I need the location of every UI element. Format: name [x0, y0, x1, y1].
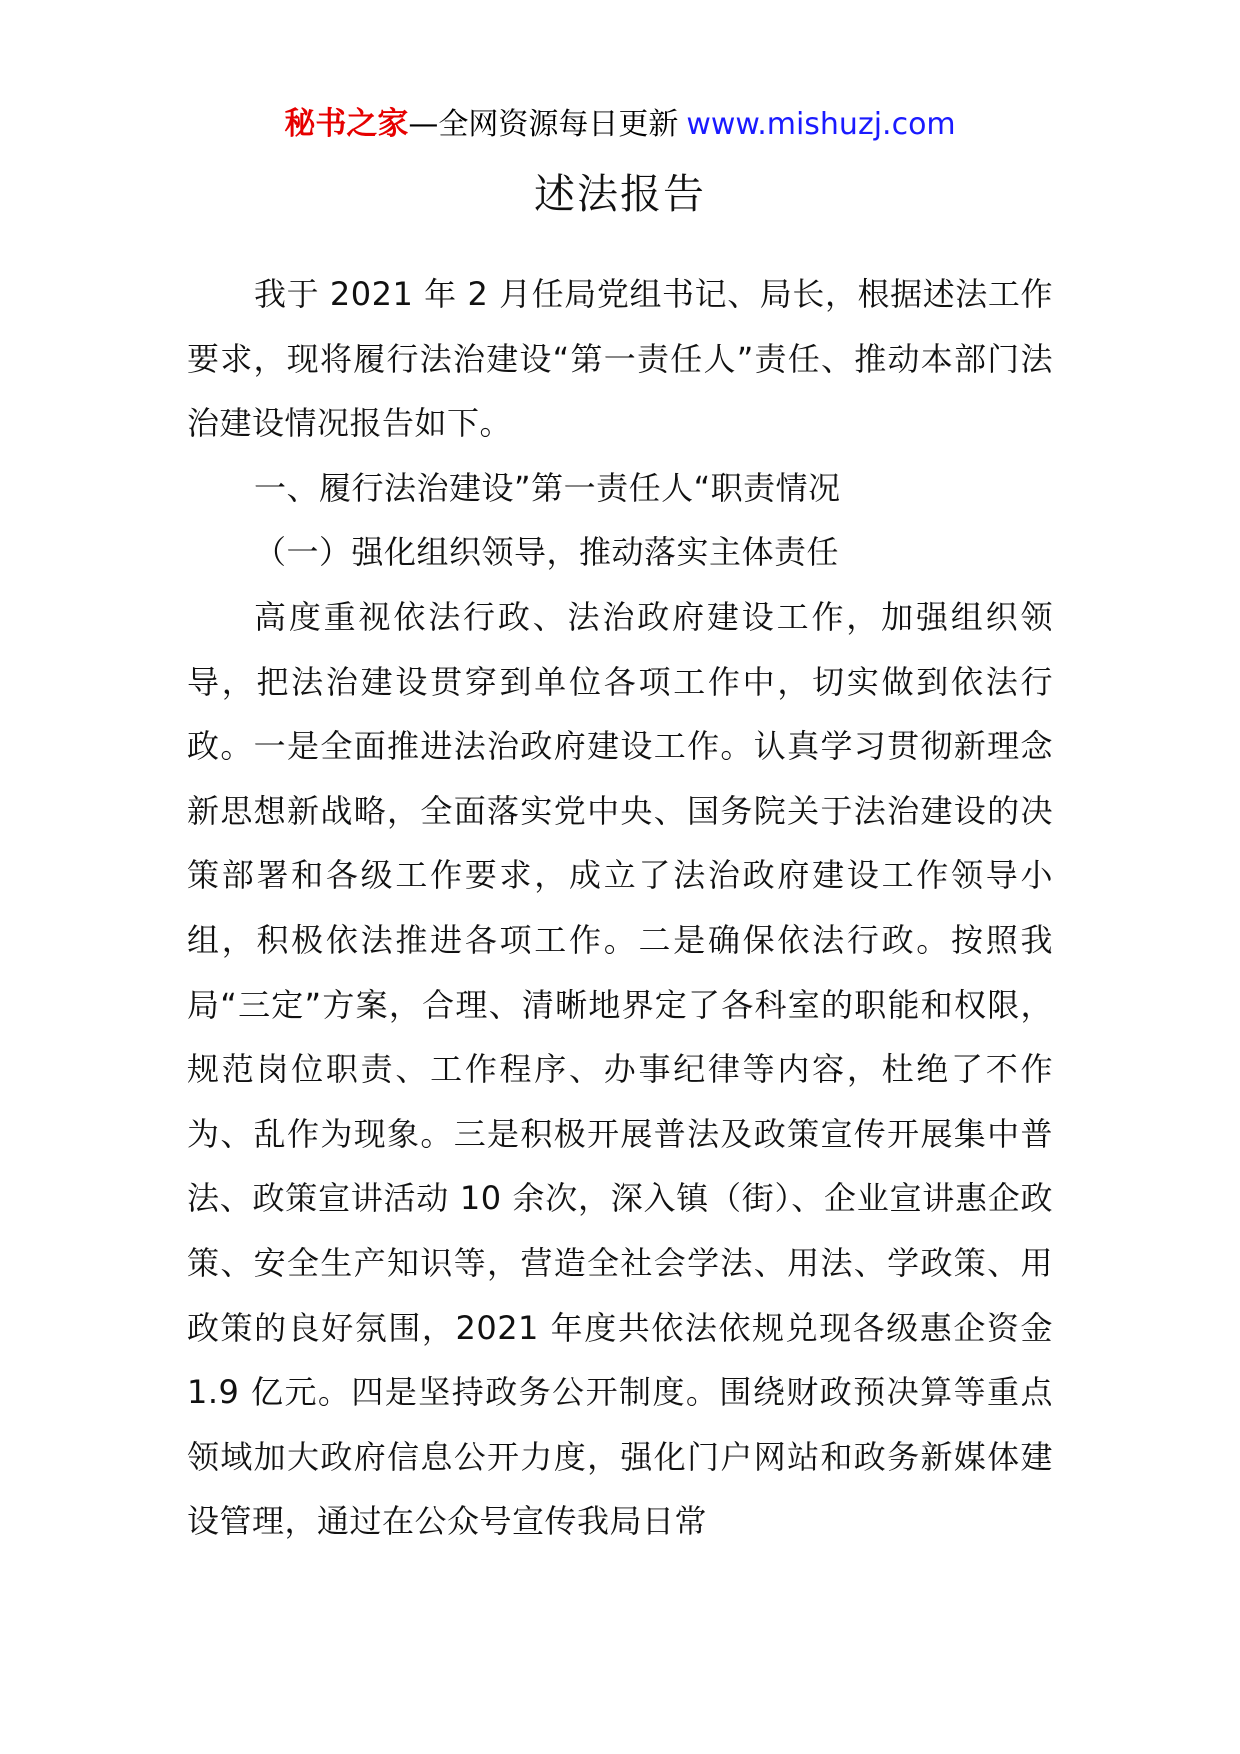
brand-name: 秘书之家 [284, 106, 409, 142]
header-slogan: —全网资源每日更新 [408, 107, 679, 142]
document-title: 述法报告 [534, 170, 706, 218]
subsection-heading: （一）强化组织领导，推动落实主体责任 [254, 533, 840, 572]
site-header [0, 102, 1240, 147]
body-paragraph: 高度重视依法行政、法治政府建设工作，加强组织领导，把法治建设贯穿到单位各项工作中，切实做到依法行政。一是全面推进法治政府建设工作。认真学习贯彻新理念新思想新战略，全面落实党中央、国务院关于法治建设的决策部署和各级工作要求，成立了法治政府建设工作领导小组，积极依法推进各项工作。二是确保依法行政。按照我局“三定”方案，合理、清晰地界定了各科室的职能和权限，规范岗位职责、工作程序、办事纪律等内容，杜绝了不作为、乱作为现象。三是积极开展普法及政策宣传开展集中普法、政策宣讲活动 10 余次，深入镇（街）、企业宣讲惠企政策、安全生产知识等，营造全社会学法、用法、学政策、用政策的良好氛围，2021 年度共依法依规兑现各级惠企资金 1.9 亿元。四是坚持政务公开制度。围绕财政预决算等重点领域加大政府信息公开力度，强化门户网站和政务新媒体建设管理，通过在公众号宣传我局日常 [187, 597, 1053, 1541]
site-url-link[interactable]: www.mishuzj.com [686, 107, 956, 142]
intro-paragraph: 我于 2021 年 2 月任局党组书记、局长，根据述法工作要求，现将履行法治建设“第一责任人”责任、推动本部门法治建设情况报告如下。 [187, 275, 1053, 443]
section-heading: 一、履行法治建设”第一责任人“职责情况 [254, 468, 841, 507]
document-body [187, 262, 1053, 1554]
